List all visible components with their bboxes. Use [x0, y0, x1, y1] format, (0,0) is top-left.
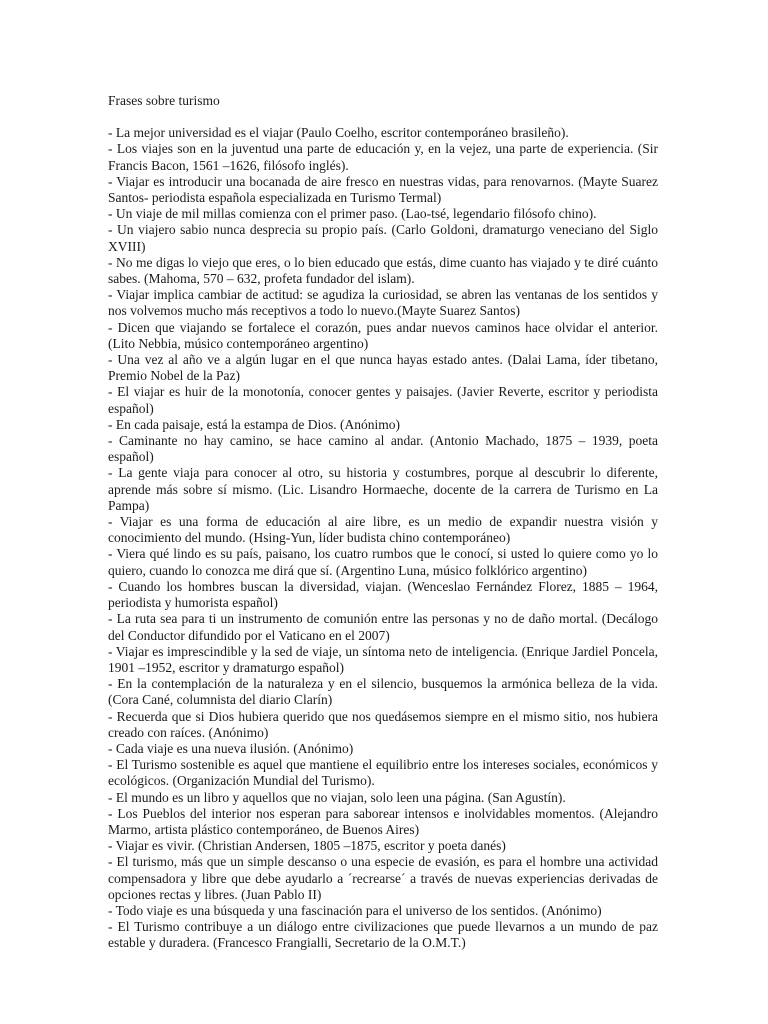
quote-item: - En la contemplación de la naturaleza y en el silencio, busquemos la armónica belleza de la vida. (Cora Cané, columnista del diario Clarín)	[108, 676, 658, 708]
quote-item: - Dicen que viajando se fortalece el corazón, pues andar nuevos caminos hace olvidar el anterior. (Lito Nebbia, músico contemporáneo argentino)	[108, 319, 658, 351]
quote-item: - Caminante no hay camino, se hace camino al andar. (Antonio Machado, 1875 – 1939, poeta español)	[108, 433, 658, 465]
quote-item: - El mundo es un libro y aquellos que no viajan, solo leen una página. (San Agustín).	[108, 789, 566, 805]
quote-item: - El Turismo contribuye a un diálogo entre civilizaciones que puede llevarnos a un mundo de paz estable y duradera. (Francesco Frangialli, Secretario de la O.M.T.)	[108, 919, 658, 951]
quote-item: - Cuando los hombres buscan la diversidad, viajan. (Wenceslao Fernández Florez, 1885 – 1964, periodista y humorista español)	[108, 578, 658, 611]
quote-item: - Los Pueblos del interior nos esperan para saborear intensos e inolvidables momentos. (Alejandro Marmo, artista plástico contemporáneo, de Buenos Aires)	[108, 805, 658, 837]
quote-item: - Una vez al año ve a algún lugar en el que nunca hayas estado antes. (Dalai Lama, íder tibetano, Premio Nobel de la Paz)	[108, 352, 658, 384]
quote-item: - Viajar es imprescindible y la sed de viaje, un síntoma neto de inteligencia. (Enrique Jardiel Poncela, 1901 –1952, escritor y dramaturgo español)	[108, 643, 658, 675]
quote-item: - Viajar es una forma de educación al aire libre, es un medio de expandir nuestra visión y conocimiento del mundo. (Hsing-Yun, líder budista chino contemporáneo)	[108, 514, 658, 546]
quote-item: - La ruta sea para ti un instrumento de comunión entre las personas y no de daño mortal. (Decálogo del Conductor difundido por el Vaticano en el 2007)	[108, 611, 658, 643]
quote-item: - El turismo, más que un simple descanso o una especie de evasión, es para el hombre una actividad compensadora y libre que debe ayudarlo a ´recrearse´ a través de nuevas experiencias derivadas de opciones rectas y libres. (Juan Pablo II)	[108, 854, 658, 902]
quote-item: - Cada viaje es una nueva ilusión. (Anónimo)	[108, 740, 354, 756]
quote-item: - Viajar es introducir una bocanada de aire fresco en nuestras vidas, para renovarnos. (Mayte Suarez Santos- periodista española especializada en Turismo Termal)	[108, 173, 658, 206]
quote-item: - No me digas lo viejo que eres, o lo bien educado que estás, dime cuanto has viajado y te diré cuánto sabes. (Mahoma, 570 – 632, profeta fundador del islam).	[108, 254, 658, 287]
quote-item: - El viajar es huir de la monotonía, conocer gentes y paisajes. (Javier Reverte, escritor y periodista español)	[108, 384, 658, 416]
quote-item: - Un viaje de mil millas comienza con el primer paso. (Lao-tsé, legendario filósofo chino).	[108, 206, 597, 222]
quote-list	[108, 125, 658, 951]
document-body	[108, 93, 658, 952]
quote-item: - Viajar implica cambiar de actitud: se agudiza la curiosidad, se abren las ventanas de los sentidos y nos volvemos mucho más receptivos a todo lo nuevo.(Mayte Suarez Santos)	[108, 287, 658, 319]
quote-item: - Todo viaje es una búsqueda y una fascinación para el universo de los sentidos. (Anónimo)	[108, 902, 602, 918]
document-title: Frases sobre turismo	[108, 93, 220, 108]
quote-item: - Recuerda que si Dios hubiera querido que nos quedásemos siempre en el mismo sitio, nos hubiera creado con raíces. (Anónimo)	[108, 708, 658, 740]
quote-item: - Viajar es vivir. (Christian Andersen, 1805 –1875, escritor y poeta danés)	[108, 838, 506, 854]
quote-item: - La mejor universidad es el viajar (Paulo Coelho, escritor contemporáneo brasileño).	[108, 125, 569, 141]
quote-item: - Un viajero sabio nunca desprecia su propio país. (Carlo Goldoni, dramaturgo veneciano del Siglo XVIII)	[108, 222, 658, 254]
quote-item: - Viera qué lindo es su país, paisano, los cuatro rumbos que le conocí, si usted lo quiere como yo lo quiero, cuando lo conozca me dirá que sí. (Argentino Luna, músico folklórico argentino)	[108, 546, 658, 578]
quote-item: - La gente viaja para conocer al otro, su historia y costumbres, porque al descubrir lo diferente, aprende más sobre sí mismo. (Lic. Lisandro Hormaeche, docente de la carrera de Turismo en La Pampa)	[108, 465, 658, 513]
quote-item: - Los viajes son en la juventud una parte de educación y, en la vejez, una parte de experiencia. (Sir Francis Bacon, 1561 –1626, filósofo inglés).	[108, 141, 658, 173]
quote-item: - En cada paisaje, está la estampa de Dios. (Anónimo)	[108, 416, 401, 432]
quote-item: - El Turismo sostenible es aquel que mantiene el equilibrio entre los intereses sociales, económicos y ecológicos. (Organización Mundial del Turismo).	[108, 757, 658, 789]
